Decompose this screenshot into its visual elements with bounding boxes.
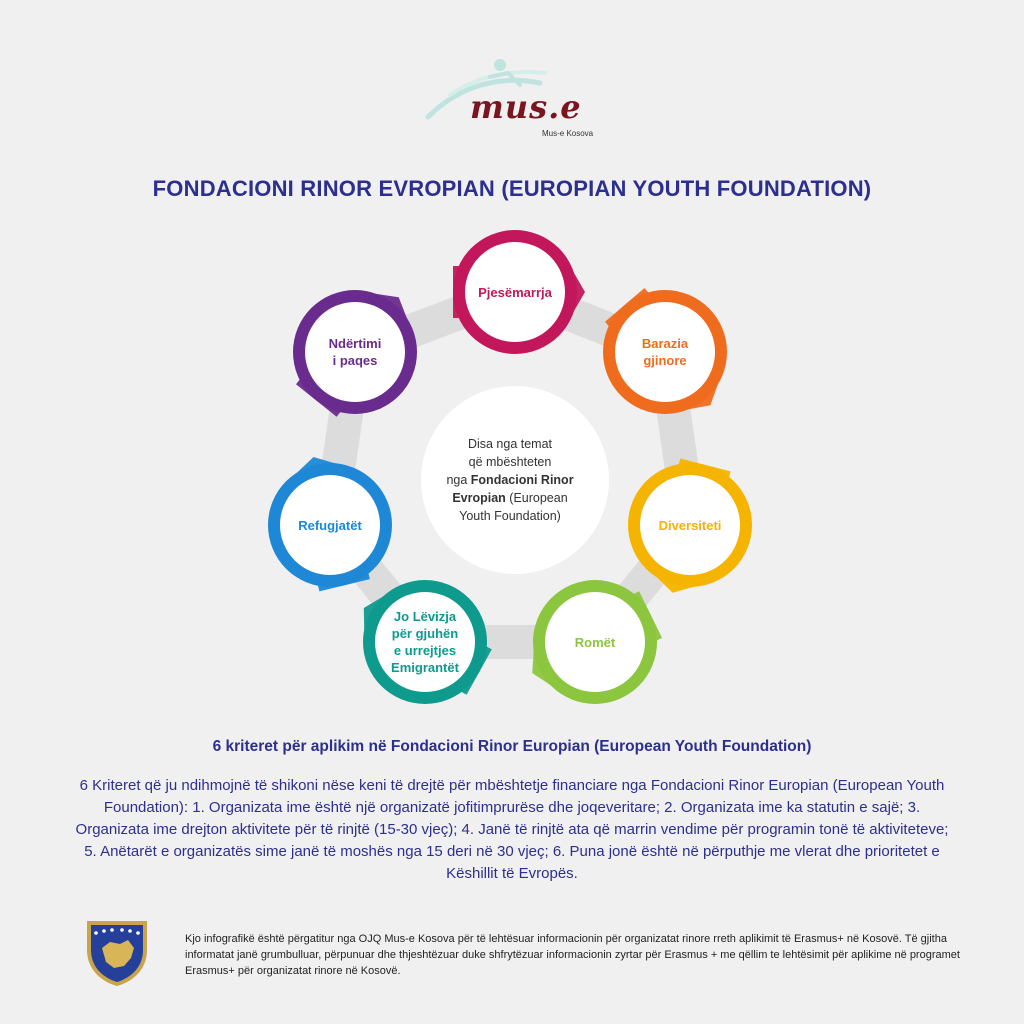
center-description	[430, 435, 590, 525]
page-title: FONDACIONI RINOR EVROPIAN (EUROPIAN YOUTH FOUNDATION)	[152, 176, 872, 201]
center-line-2: që mbështeten	[468, 455, 552, 469]
criteria-heading: 6 kriteret për aplikim në Fondacioni Rinor Europian (European Youth Foundation)	[212, 738, 812, 755]
theme-label: Pjesëmarrja	[478, 284, 552, 300]
logo-subtitle: Mus-e Kosova	[542, 129, 594, 138]
logo-wordmark: mus.e	[470, 88, 582, 126]
theme-label: Refugjatët	[298, 517, 362, 533]
center-line-1: Disa nga temat	[467, 437, 553, 451]
center-line-3-bold: Fondacioni Rinor	[470, 473, 574, 487]
theme-label: Diversiteti	[658, 517, 722, 533]
theme-label: Ndërtimi i paqes	[328, 336, 382, 368]
kosovo-emblem-icon	[84, 918, 150, 988]
center-line-3-prefix: nga	[446, 473, 471, 487]
criteria-paragraph: 6 Kriteret që ju ndihmojnë të shikoni nëse keni të drejtë për mbështetje financiare nga Fondacioni Rinor Europian (European Youth Foundation): 1. Organizata ime është një organizatë jofitimprurëse dhe joqeveritare; 2. Organizata ime ka statutin e sajë; 3. Organizata ime drejton aktivitete për të rinjtë (15-30 vjeç); 4. Janë të rinjtë ata që marrin vendime për programin tonë të aktiviteteve; 5. Anëtarët e organizatës sime janë të moshës nga 15 deri në 30 vjeç; 6. Puna jonë është në përputhje me vlerat dhe prioritetet e Këshillit të Evropës.	[75, 777, 949, 882]
center-line-5: Youth Foundation)	[459, 509, 561, 523]
center-line-4-bold: Evropian	[452, 491, 506, 505]
footer-note: Kjo infografikë është përgatitur nga OJQ Mus-e Kosova për të lehtësuar informacionin për organizatat rinore rreth aplikimit të Erasmus+ në Kosovë. Të gjitha informatat janë grumbulluar, përpunuar dhe thjeshtëzuar duke shfrytëzuar informacionin zyrtar për Erasmus + me qëllim te lehtësimit për aplikime në programet Erasmus+ për organizatat rinore në Kosovë.	[185, 933, 960, 977]
theme-label: Romët	[574, 634, 616, 650]
theme-label: Jo Lëvizja për gjuhën e urrejtjes Emigrantët	[391, 609, 459, 675]
center-line-4-rest: (European	[505, 491, 568, 505]
theme-label: Barazia gjinore	[641, 336, 689, 368]
